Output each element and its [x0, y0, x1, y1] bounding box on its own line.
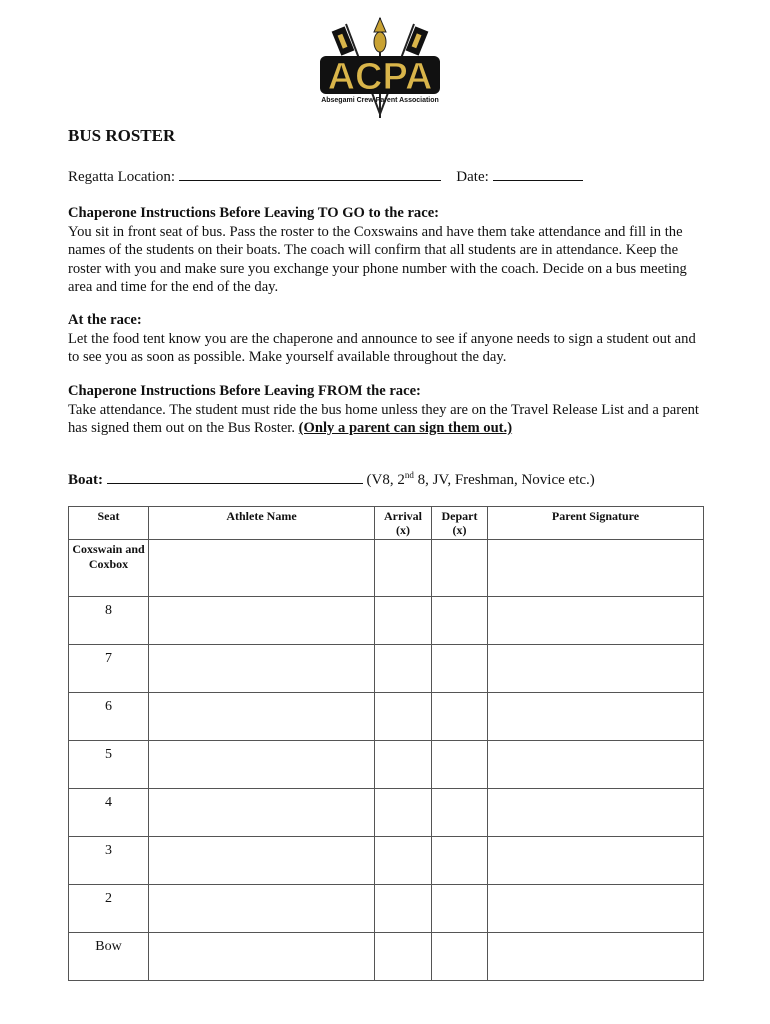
athlete-name-cell[interactable] — [149, 540, 375, 597]
table-row — [69, 540, 704, 597]
seat-cell: 8 — [69, 597, 149, 645]
seat-cell: 3 — [69, 837, 149, 885]
table-row — [69, 597, 704, 645]
seat-cell: 4 — [69, 789, 149, 837]
date-field[interactable] — [493, 168, 583, 181]
logo-caption: Absegami Crew Parent Association — [321, 97, 439, 104]
date-label: Date: — [456, 169, 489, 185]
seat-cell: 6 — [69, 693, 149, 741]
roster-table — [68, 506, 704, 981]
svg-text:ACPA: ACPA — [327, 56, 433, 98]
crossed-oars-icon — [310, 14, 450, 124]
boat-hint-sup: nd — [404, 470, 414, 480]
acpa-logo — [310, 14, 450, 124]
parent-signature-cell[interactable] — [488, 693, 704, 741]
arrival-cell[interactable] — [375, 837, 432, 885]
arrival-cell[interactable] — [375, 741, 432, 789]
parent-signature-cell[interactable] — [488, 645, 704, 693]
parent-signature-cell[interactable] — [488, 540, 704, 597]
instructions-at-race — [68, 311, 708, 367]
parent-signature-cell[interactable] — [488, 933, 704, 981]
table-row — [69, 789, 704, 837]
instructions-from-race — [68, 382, 708, 438]
arrival-cell[interactable] — [375, 885, 432, 933]
parent-signature-cell[interactable] — [488, 837, 704, 885]
table-row — [69, 885, 704, 933]
depart-header: Depart (x) — [432, 507, 488, 540]
section-body: Let the food tent know you are the chaperone and announce to see if anyone needs to sign a student out and to see you as soon as possible. Make yourself available throughout the day. — [68, 330, 696, 365]
arrival-cell[interactable] — [375, 933, 432, 981]
regatta-location-field[interactable] — [179, 168, 441, 181]
athlete-name-cell[interactable] — [149, 693, 375, 741]
boat-field[interactable] — [107, 471, 363, 484]
depart-cell[interactable] — [432, 741, 488, 789]
parent-only-note: (Only a parent can sign them out.) — [298, 420, 513, 436]
arrival-cell[interactable] — [375, 789, 432, 837]
table-row — [69, 837, 704, 885]
depart-cell[interactable] — [432, 885, 488, 933]
instructions-to-race — [68, 204, 708, 297]
section-body: Take attendance. The student must ride the bus home unless they are on the Travel Release List and a parent has signed them out on the Bus Roster. — [68, 401, 699, 436]
depart-cell[interactable] — [432, 540, 488, 597]
table-row — [69, 645, 704, 693]
seat-cell: 2 — [69, 885, 149, 933]
depart-cell[interactable] — [432, 789, 488, 837]
table-row — [69, 693, 704, 741]
boat-hint-suffix: 8, JV, Freshman, Novice etc.) — [413, 472, 595, 488]
parent-signature-cell[interactable] — [488, 741, 704, 789]
parent-signature-cell[interactable] — [488, 885, 704, 933]
regatta-location-line — [68, 168, 583, 186]
boat-line — [68, 471, 595, 489]
depart-cell[interactable] — [432, 693, 488, 741]
athlete-name-cell[interactable] — [149, 645, 375, 693]
roster-body — [69, 540, 704, 981]
section-body: You sit in front seat of bus. Pass the roster to the Coxswains and have them take attendance and fill in the names of the students on their boats. The coach will confirm that all students are in attendance. Keep the roster with you and make sure you exchange your phone number with the coach. Decide on a bus meeting area and time for the end of the day. — [68, 223, 687, 295]
table-row — [69, 933, 704, 981]
table-header-row — [69, 507, 704, 540]
athlete-name-cell[interactable] — [149, 597, 375, 645]
seat-cell: 7 — [69, 645, 149, 693]
seat-cell: Coxswain and Coxbox — [69, 540, 149, 597]
depart-cell[interactable] — [432, 837, 488, 885]
depart-cell[interactable] — [432, 597, 488, 645]
seat-header: Seat — [69, 507, 149, 540]
seat-cell: 5 — [69, 741, 149, 789]
section-heading: At the race: — [68, 312, 142, 328]
section-heading: Chaperone Instructions Before Leaving FROM the race: — [68, 383, 421, 399]
athlete-name-cell[interactable] — [149, 837, 375, 885]
arrival-header: Arrival (x) — [375, 507, 432, 540]
depart-cell[interactable] — [432, 645, 488, 693]
athlete-name-cell[interactable] — [149, 885, 375, 933]
arrival-cell[interactable] — [375, 597, 432, 645]
section-heading: Chaperone Instructions Before Leaving TO GO to the race: — [68, 205, 440, 221]
arrival-cell[interactable] — [375, 693, 432, 741]
page-title: BUS ROSTER — [68, 126, 176, 145]
parent-signature-cell[interactable] — [488, 789, 704, 837]
athlete-name-cell[interactable] — [149, 933, 375, 981]
athlete-name-header: Athlete Name — [149, 507, 375, 540]
table-row — [69, 741, 704, 789]
athlete-name-cell[interactable] — [149, 789, 375, 837]
boat-hint-prefix: (V8, 2 — [366, 472, 405, 488]
regatta-location-label: Regatta Location: — [68, 169, 176, 185]
depart-cell[interactable] — [432, 933, 488, 981]
arrival-cell[interactable] — [375, 645, 432, 693]
seat-cell: Bow — [69, 933, 149, 981]
parent-signature-cell[interactable] — [488, 597, 704, 645]
boat-label: Boat: — [68, 472, 103, 488]
arrival-cell[interactable] — [375, 540, 432, 597]
parent-signature-header: Parent Signature — [488, 507, 704, 540]
athlete-name-cell[interactable] — [149, 741, 375, 789]
